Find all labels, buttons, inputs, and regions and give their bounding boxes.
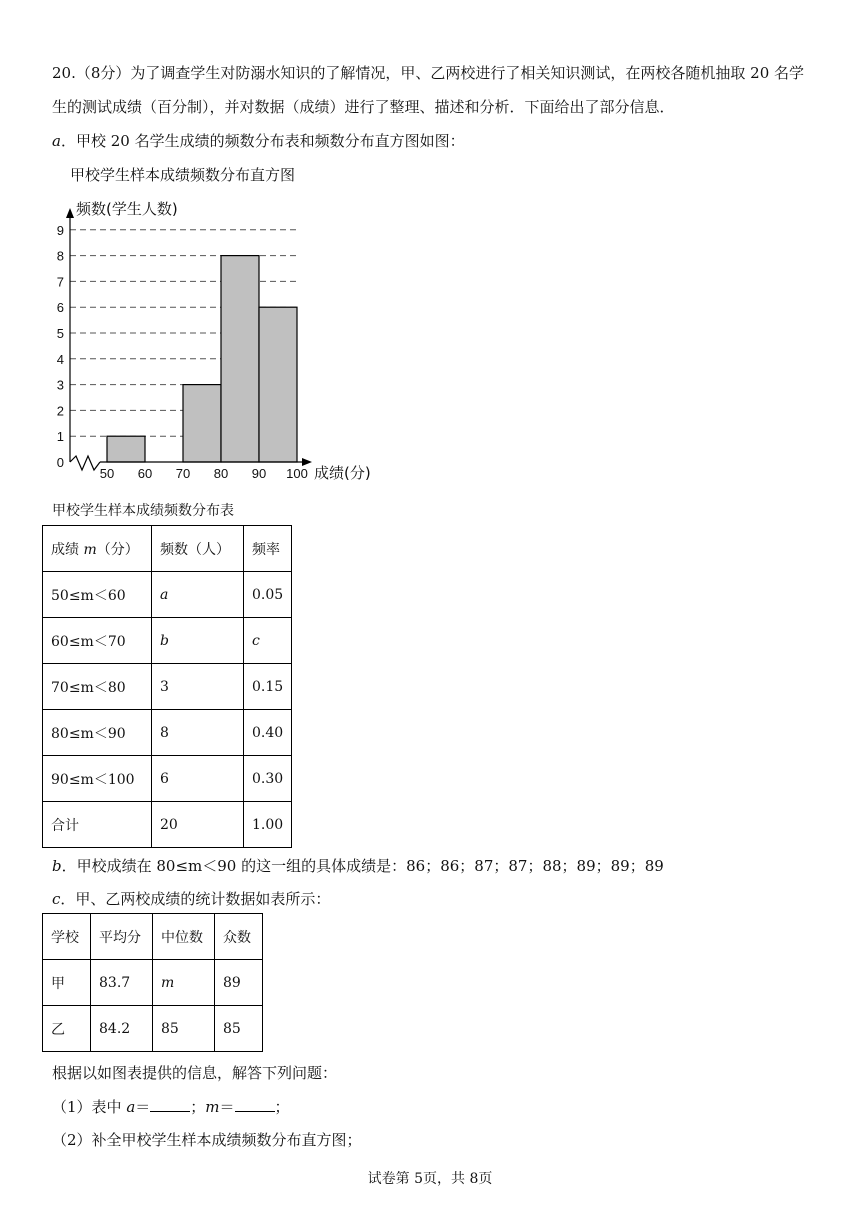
histogram-x-axis-label: 成绩(分) — [314, 464, 371, 482]
school-stats-table — [42, 913, 263, 1052]
histogram-bar — [183, 385, 221, 462]
part-a-text: ．甲校 20 名学生成绩的频数分布表和频数分布直方图如图： — [60, 132, 465, 150]
question-1-line — [52, 1096, 290, 1117]
table-cell-range: 50≤m＜60 — [43, 572, 152, 618]
y-tick-label: 7 — [56, 274, 64, 290]
table-cell-count: a — [152, 572, 244, 618]
part-b-label: b — [52, 857, 62, 875]
table-cell-count: b — [152, 618, 244, 664]
frequency-table-row — [43, 664, 292, 710]
stats-cell-mean: 84.2 — [91, 1006, 153, 1052]
answer-blank-m[interactable] — [235, 1097, 275, 1112]
table-cell-total-rate: 1.00 — [244, 802, 292, 848]
y-tick-label: 6 — [56, 300, 64, 316]
table-cell-rate: 0.40 — [244, 710, 292, 756]
table-cell-rate: 0.30 — [244, 756, 292, 802]
stats-header-mode: 众数 — [215, 914, 263, 960]
histogram-bar — [221, 256, 259, 462]
stats-cell-school: 乙 — [43, 1006, 91, 1052]
table-cell-total-label: 合计 — [43, 802, 152, 848]
table-cell-rate: 0.15 — [244, 664, 292, 710]
table-cell-range: 80≤m＜90 — [43, 710, 152, 756]
x-tick-label: 50 — [99, 466, 115, 481]
school-stats-row — [43, 960, 263, 1006]
x-tick-label: 60 — [137, 466, 153, 481]
table-cell-count: 6 — [152, 756, 244, 802]
q1-equals-m: ＝ — [219, 1098, 235, 1116]
table-cell-range: 70≤m＜80 — [43, 664, 152, 710]
stats-header-school: 学校 — [43, 914, 91, 960]
y-tick-label: 9 — [56, 222, 64, 238]
stats-cell-mode: 89 — [215, 960, 263, 1006]
question-2-line: （2）补全甲校学生样本成绩频数分布直方图； — [52, 1131, 362, 1149]
part-a-label: a — [52, 132, 61, 150]
table-cell-count: 3 — [152, 664, 244, 710]
frequency-table-total-row — [43, 802, 292, 848]
x-tick-label: 90 — [251, 466, 267, 481]
q1-var-m: m — [205, 1098, 220, 1116]
answer-blank-a[interactable] — [150, 1097, 190, 1112]
y-tick-label: 1 — [56, 429, 64, 445]
histogram-chart — [52, 160, 392, 485]
part-b-line — [52, 855, 664, 876]
frequency-table-row — [43, 756, 292, 802]
histogram-bar — [107, 436, 145, 462]
histogram-y-ticks — [57, 223, 64, 470]
frequency-table-header-count: 频数（人） — [152, 526, 244, 572]
y-tick-label: 3 — [56, 377, 64, 393]
q1-var-a: a — [126, 1098, 136, 1116]
stats-cell-median: 85 — [153, 1006, 215, 1052]
table-cell-total-count: 20 — [152, 802, 244, 848]
histogram-title: 甲校学生样本成绩频数分布直方图 — [70, 166, 296, 184]
part-c-line — [52, 888, 330, 909]
question-intro-line2: 生的测试成绩（百分制），并对数据（成绩）进行了整理、描述和分析．下面给出了部分信息． — [52, 98, 675, 116]
table-cell-range: 90≤m＜100 — [43, 756, 152, 802]
frequency-table — [42, 525, 292, 848]
frequency-table-row — [43, 710, 292, 756]
stats-cell-mode: 85 — [215, 1006, 263, 1052]
frequency-table-header-rate: 频率 — [244, 526, 292, 572]
question-intro-line1: 20.（8分）为了调查学生对防溺水知识的了解情况，甲、乙两校进行了相关知识测试，在两校各随机抽取 20 名学 — [52, 64, 805, 82]
school-stats-header-row — [43, 914, 263, 960]
q1-prefix: （1）表中 — [52, 1098, 127, 1116]
x-tick-label: 100 — [286, 466, 308, 481]
q1-separator: ； — [190, 1098, 206, 1116]
part-c-text: ．甲、乙两校成绩的统计数据如表所示： — [60, 890, 331, 908]
stats-header-median: 中位数 — [153, 914, 215, 960]
table1-caption: 甲校学生样本成绩频数分布表 — [52, 503, 234, 519]
histogram-y-axis-label: 频数(学生人数) — [76, 200, 178, 218]
part-c-label: c — [52, 890, 61, 908]
stats-cell-mean: 83.7 — [91, 960, 153, 1006]
page-footer: 试卷第 5页，共 8页 — [367, 1171, 493, 1187]
part-a-line — [52, 130, 465, 151]
table-cell-rate: c — [244, 618, 292, 664]
part-b-text: ．甲校成绩在 80≤m＜90 的这一组的具体成绩是：86；86；87；87；88；89；89；89 — [61, 857, 664, 875]
instructions-line: 根据以如图表提供的信息，解答下列问题： — [52, 1064, 338, 1082]
histogram-x-ticks — [100, 466, 308, 481]
y-tick-label: 2 — [56, 403, 64, 419]
q1-end: ； — [274, 1098, 290, 1116]
table-cell-rate: 0.05 — [244, 572, 292, 618]
x-tick-label: 80 — [213, 466, 229, 481]
school-stats-row — [43, 1006, 263, 1052]
y-tick-label: 8 — [56, 248, 64, 264]
stats-cell-median: m — [153, 960, 215, 1006]
stats-header-mean: 平均分 — [91, 914, 153, 960]
x-tick-label: 70 — [175, 466, 191, 481]
frequency-table-header-row — [43, 526, 292, 572]
frequency-table-row — [43, 572, 292, 618]
y-tick-label: 5 — [56, 326, 64, 341]
frequency-table-row — [43, 618, 292, 664]
y-tick-label: 0 — [56, 455, 64, 470]
stats-cell-school: 甲 — [43, 960, 91, 1006]
table-cell-range: 60≤m＜70 — [43, 618, 152, 664]
frequency-table-header-score: 成绩 m（分） — [43, 526, 152, 572]
y-tick-label: 4 — [56, 351, 64, 367]
table-cell-count: 8 — [152, 710, 244, 756]
histogram-bar — [259, 307, 297, 462]
q1-equals-a: ＝ — [135, 1098, 151, 1116]
